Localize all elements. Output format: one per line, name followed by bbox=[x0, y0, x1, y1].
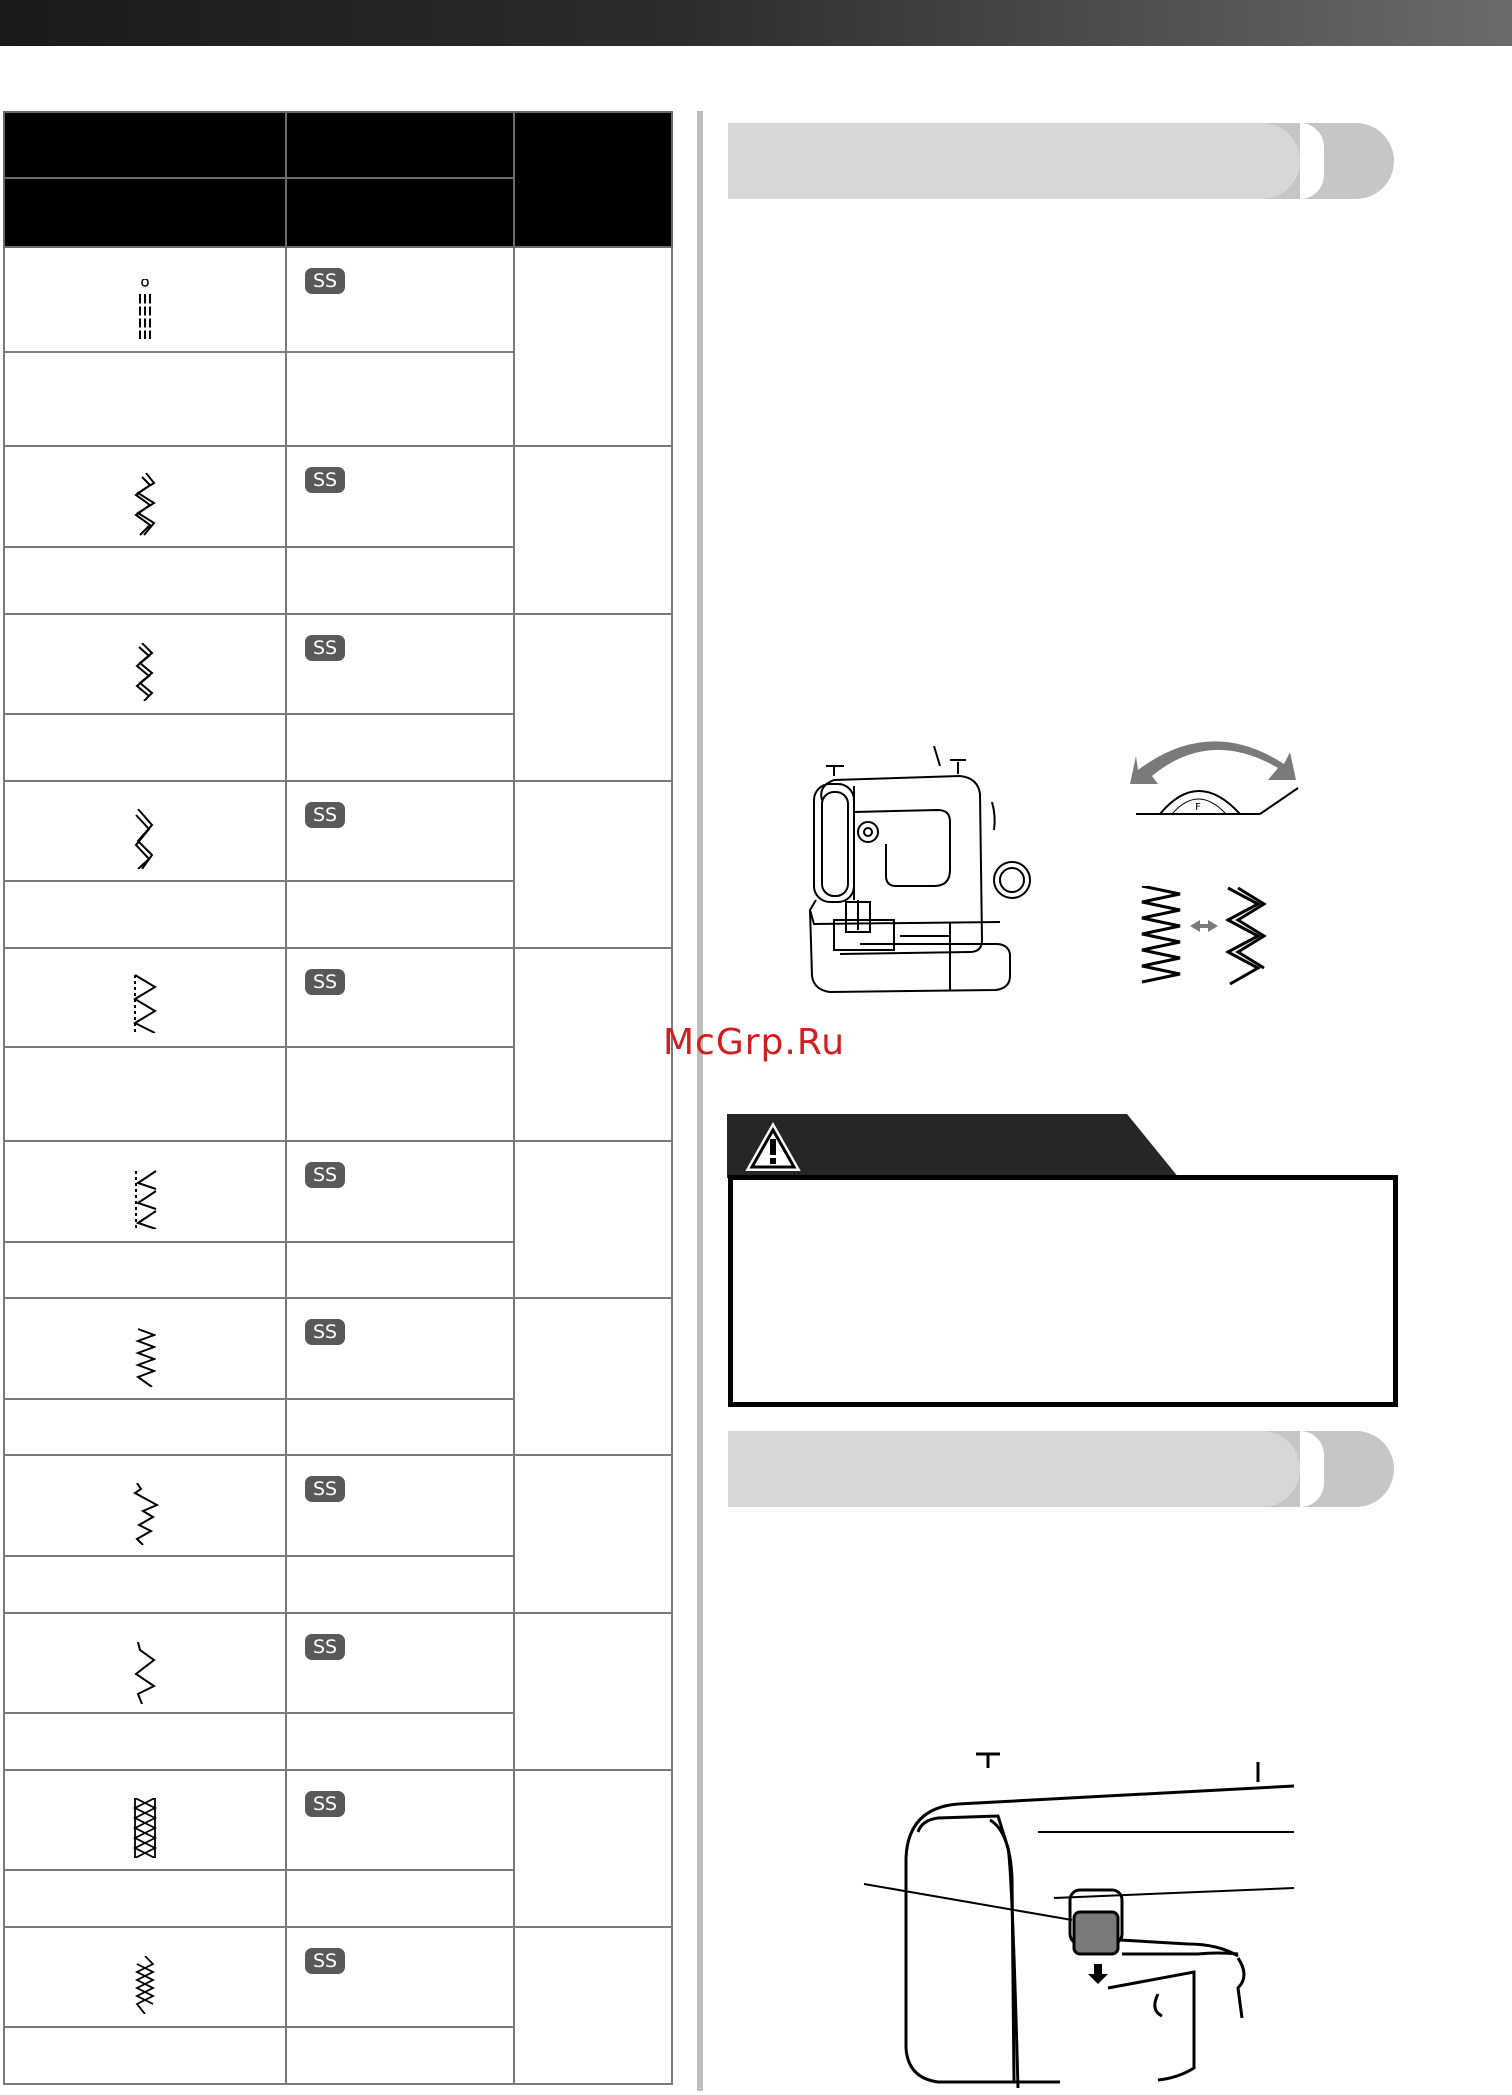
stitch-table bbox=[3, 111, 673, 2085]
cross-stitch-icon bbox=[133, 1798, 157, 1858]
ss-badge: SS bbox=[305, 268, 345, 294]
ss-badge: SS bbox=[305, 1791, 345, 1817]
elastic-blind-hem-icon bbox=[132, 1169, 158, 1229]
table-header-cell bbox=[4, 112, 286, 178]
blind-hem-icon bbox=[133, 973, 157, 1033]
stitch-width-dial-illustration bbox=[1130, 722, 1300, 842]
three-step-zigzag-icon bbox=[132, 1642, 158, 1704]
reverse-lever-illustration bbox=[858, 1748, 1298, 2092]
table-row bbox=[4, 247, 286, 352]
table-row bbox=[4, 948, 286, 1047]
warning-header bbox=[727, 1114, 1179, 1178]
multi-zigzag-icon bbox=[131, 1483, 159, 1545]
table-header-cell bbox=[4, 178, 286, 246]
table-row bbox=[4, 1141, 286, 1242]
shell-tuck-icon bbox=[134, 1327, 156, 1387]
zigzag-width-comparison-illustration bbox=[1138, 886, 1268, 986]
sewing-machine-illustration bbox=[800, 740, 1060, 1000]
section-heading-bar bbox=[728, 1431, 1394, 1507]
warning-box bbox=[728, 1175, 1398, 1407]
section-heading-bar bbox=[728, 123, 1394, 199]
ss-badge: SS bbox=[305, 969, 345, 995]
table-row bbox=[4, 1455, 286, 1556]
table-header-cell bbox=[286, 112, 514, 178]
ss-badge: SS bbox=[305, 1476, 345, 1502]
dial-label: F bbox=[1195, 802, 1201, 813]
warning-triangle-icon bbox=[745, 1122, 801, 1172]
table-row bbox=[4, 781, 286, 882]
watermark: McGrp.Ru bbox=[663, 1022, 846, 1063]
ss-badge: SS bbox=[305, 635, 345, 661]
ss-badge: SS bbox=[305, 467, 345, 493]
ss-badge: SS bbox=[305, 1948, 345, 1974]
table-row bbox=[4, 1927, 286, 2028]
column-divider bbox=[697, 111, 703, 2091]
table-row bbox=[4, 1298, 286, 1399]
zigzag-medium-icon bbox=[134, 643, 156, 701]
table-row bbox=[4, 1613, 286, 1714]
table-row bbox=[4, 1770, 286, 1871]
zigzag-wide-icon bbox=[134, 473, 156, 537]
table-header-cell bbox=[514, 112, 672, 247]
overcasting-icon bbox=[133, 1956, 157, 2014]
ss-badge: SS bbox=[305, 1319, 345, 1345]
table-row bbox=[4, 446, 286, 547]
ss-badge: SS bbox=[305, 1634, 345, 1660]
header-bar bbox=[0, 0, 1512, 46]
table-row bbox=[4, 614, 286, 715]
straight-stitch-icon bbox=[138, 279, 152, 341]
ss-badge: SS bbox=[305, 802, 345, 828]
table-header-cell bbox=[286, 178, 514, 246]
ss-badge: SS bbox=[305, 1162, 345, 1188]
zigzag-narrow-icon bbox=[134, 809, 156, 869]
